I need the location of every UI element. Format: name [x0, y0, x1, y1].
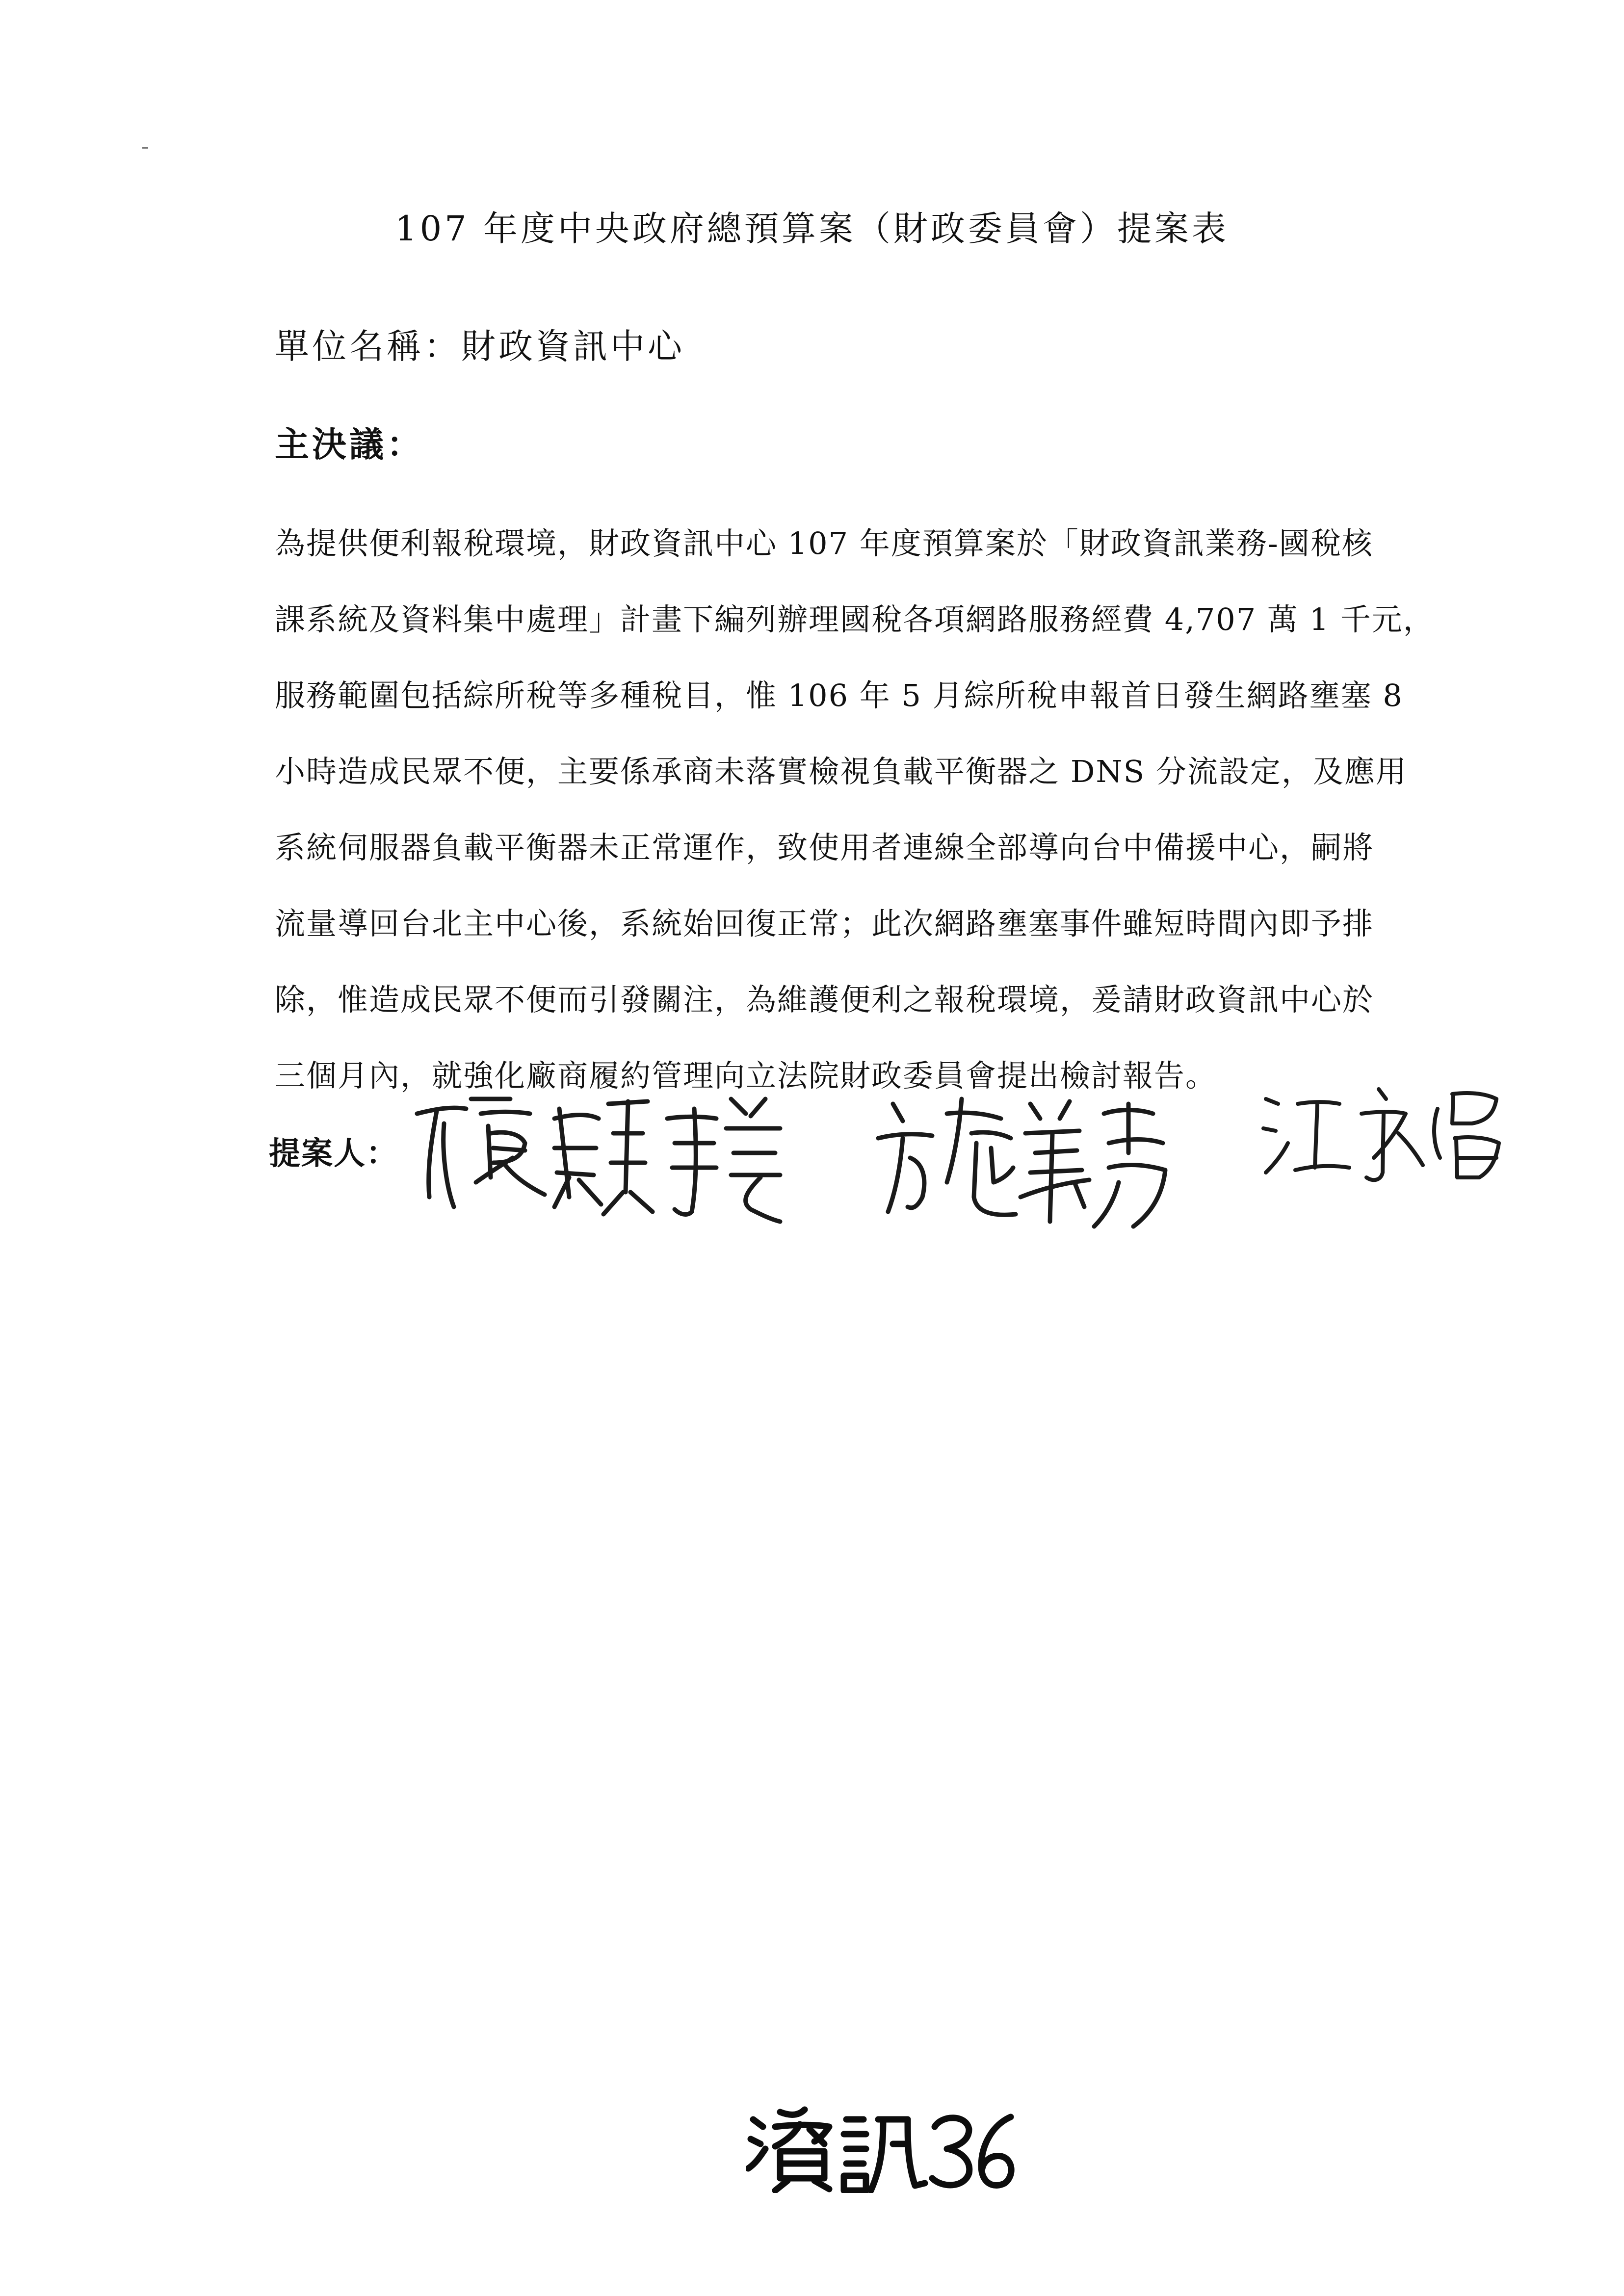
signature-3 [1256, 1074, 1511, 1194]
document-title: 107 年度中央政府總預算案（財政委員會）提案表 [395, 209, 1229, 249]
body-line: 課系統及資料集中處理」計畫下編列辦理國稅各項網路服務經費 4,707 萬 1 千元， [275, 601, 1435, 637]
body-line: 除，惟造成民眾不便而引發關注，為維護便利之報稅環境，爰請財政資訊中心於 [275, 982, 1374, 1018]
resolution-body [275, 505, 1435, 1114]
proposer-label: 提案人： [269, 1135, 398, 1172]
body-line: 三個月內，就強化廠商履約管理向立法院財政委員會提出檢討報告。 [275, 1058, 1217, 1094]
scan-artifact [142, 147, 148, 149]
signature-1 [407, 1079, 800, 1228]
body-line: 為提供便利報稅環境，財政資訊中心 107 年度預算案於「財政資訊業務-國稅核 [275, 525, 1373, 561]
body-line: 流量導回台北主中心後，系統始回復正常；此次網路壅塞事件雖短時間內即予排 [275, 906, 1374, 941]
body-line: 小時造成民眾不便，主要係承商未落實檢視負載平衡器之 DNS 分流設定，及應用 [275, 754, 1407, 789]
main-resolution-heading: 主決議： [275, 424, 424, 465]
handwritten-annotation [746, 2105, 1021, 2195]
unit-name-line: 單位名稱：財政資訊中心 [275, 326, 685, 366]
body-line: 服務範圍包括綜所稅等多種稅目，惟 106 年 5 月綜所稅申報首日發生網路壅塞 8 [275, 678, 1403, 713]
body-line: 系統伺服器負載平衡器未正常運作，致使用者連線全部導向台中備援中心，嗣將 [275, 830, 1374, 865]
signature-2 [873, 1084, 1178, 1243]
